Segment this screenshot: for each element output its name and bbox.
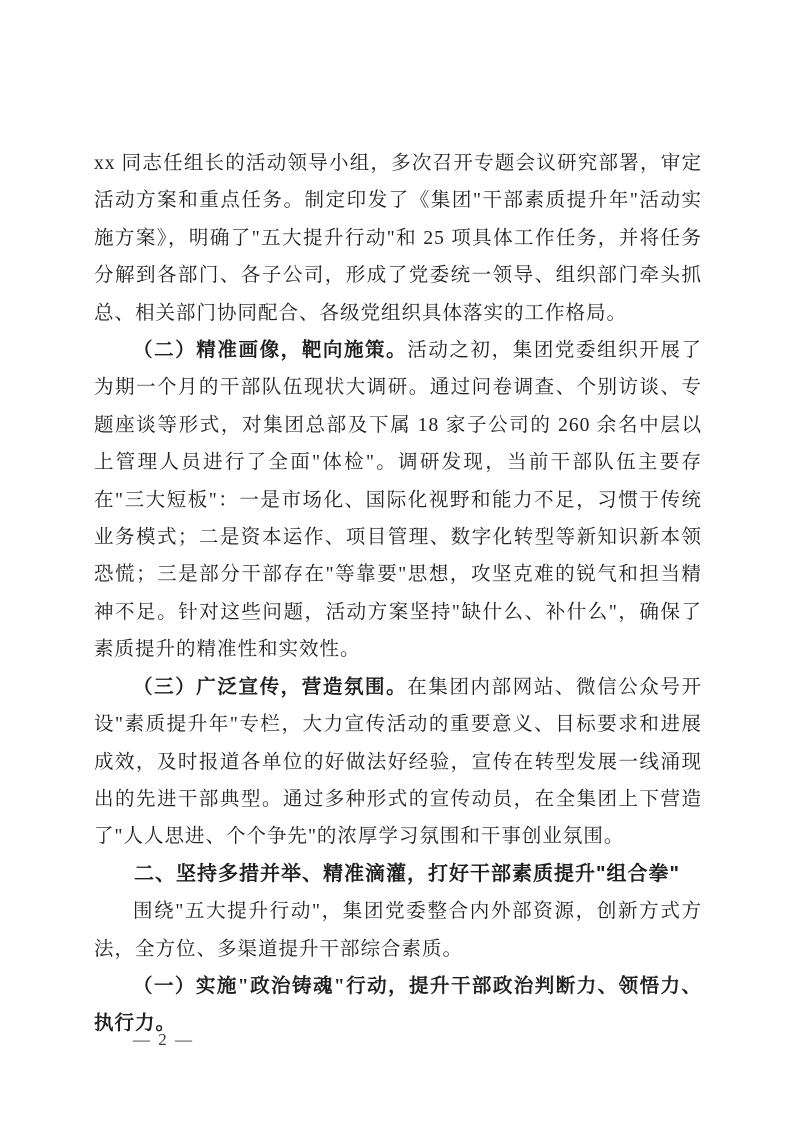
page-number: — 2 — xyxy=(133,1030,194,1049)
text-run: 围绕"五大提升行动"，集团党委整合内外部资源，创新方式方法，全方位、多渠道提升干部综合素质。 xyxy=(94,901,702,960)
text-run: （二）精准画像，靶向施策。 xyxy=(133,340,408,362)
section-heading xyxy=(94,856,702,893)
paragraph xyxy=(94,332,702,669)
text-run: 在集团内部网站、微信公众号开设"素质提升年"专栏，大力宣传活动的重要意义、目标要求和进展成效，及时报道各单位的好做法好经验，宣传在转型发展一线涌现出的先进干部典型。通过多种形式的宣传动员，在全集团上下营造了"人人思进、个个争先"的浓厚学习氛围和干事创业氛围。 xyxy=(94,676,702,848)
text-run: （三）广泛宣传，营造氛围。 xyxy=(133,676,408,698)
text-run: （一）实施"政治铸魂"行动，提升干部政治判断力、领悟力、执行力。 xyxy=(94,975,702,1035)
paragraph xyxy=(94,145,702,332)
document-body xyxy=(94,145,702,1043)
text-run: 二、坚持多措并举、精准滴灌，打好干部素质提升"组合拳" xyxy=(134,862,680,885)
paragraph xyxy=(94,893,702,968)
text-run: 活动之初，集团党委组织开展了为期一个月的干部队伍现状大调研。通过问卷调查、个别访谈、专题座谈等形式，对集团总部及下属 18 家子公司的 260 余名中层以上管理人员进行了全面"体检"。调研发现，当前干部队伍主要存在"三大短板"：一是市场化、国际化视野和能力不足，习惯于传统业务模式；二是资本运作、项目管理、数字化转型等新知识新本领恐慌；三是部分干部存在"等靠要"思想，攻坚克难的锐气和担当精神不足。针对这些问题，活动方案坚持"缺什么、补什么"，确保了素质提升的精准性和实效性。 xyxy=(94,340,702,661)
paragraph xyxy=(94,669,702,856)
text-run: xx 同志任组长的活动领导小组，多次召开专题会议研究部署，审定活动方案和重点任务。制定印发了《集团"干部素质提升年"活动实施方案》，明确了"五大提升行动"和 25 项具体工作任务，并将任务分解到各部门、各子公司，形成了党委统一领导、组织部门牵头抓总、相关部门协同配合、各级党组织具体落实的工作格局。 xyxy=(94,153,702,324)
